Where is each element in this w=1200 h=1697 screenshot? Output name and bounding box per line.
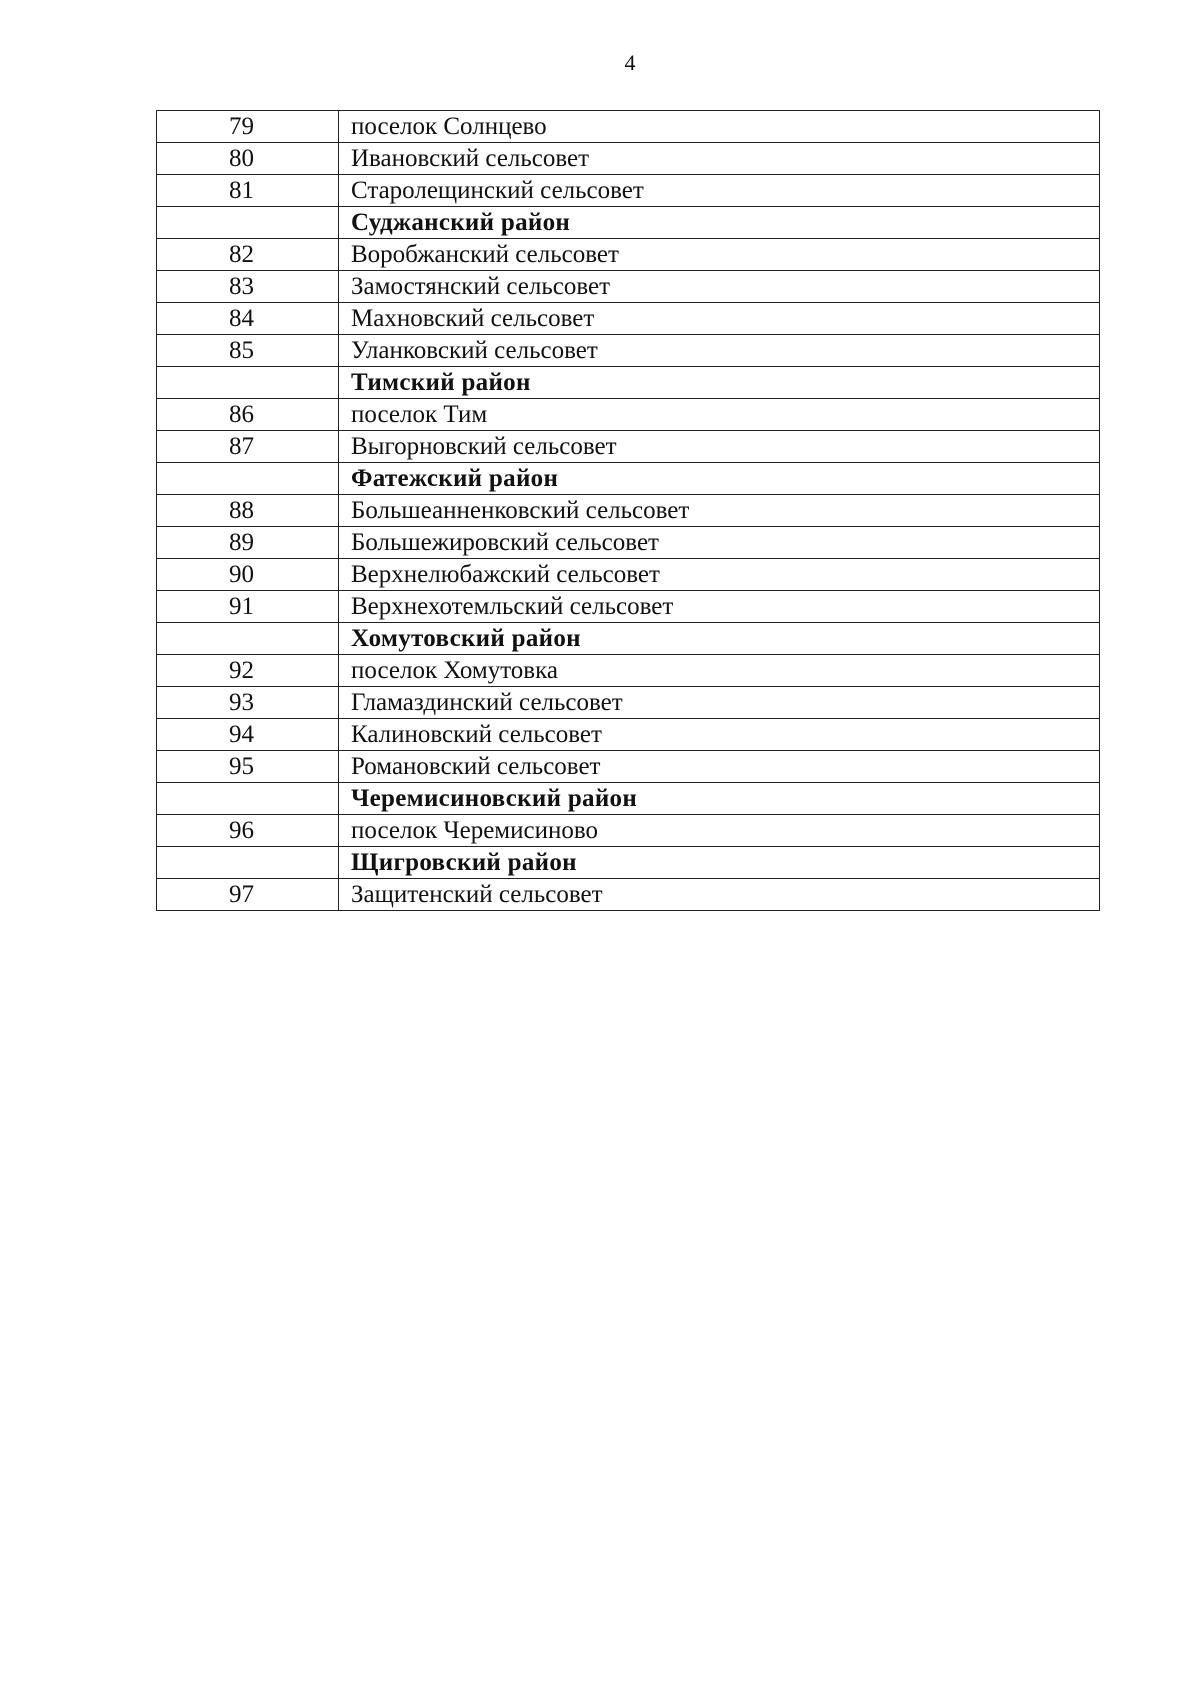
row-number: 97 [157, 879, 339, 911]
municipality-name: поселок Солнцево [339, 111, 1100, 143]
table-row [157, 655, 1100, 687]
row-number: 89 [157, 527, 339, 559]
row-number [157, 463, 339, 495]
table-row [157, 719, 1100, 751]
table-row [157, 431, 1100, 463]
municipality-name: Верхнехотемльский сельсовет [339, 591, 1100, 623]
district-name: Суджанский район [339, 207, 1100, 239]
row-number: 88 [157, 495, 339, 527]
row-number: 90 [157, 559, 339, 591]
table-row [157, 111, 1100, 143]
municipality-name: поселок Тим [339, 399, 1100, 431]
row-number [157, 207, 339, 239]
row-number: 92 [157, 655, 339, 687]
row-number [157, 623, 339, 655]
district-name: Хомутовский район [339, 623, 1100, 655]
district-header-row [157, 623, 1100, 655]
table-row [157, 879, 1100, 911]
row-number: 94 [157, 719, 339, 751]
table-row [157, 175, 1100, 207]
municipality-name: поселок Черемисиново [339, 815, 1100, 847]
table-row [157, 239, 1100, 271]
table-row [157, 143, 1100, 175]
municipality-name: Большежировский сельсовет [339, 527, 1100, 559]
table-row [157, 271, 1100, 303]
row-number: 87 [157, 431, 339, 463]
table-row [157, 751, 1100, 783]
row-number: 84 [157, 303, 339, 335]
row-number: 91 [157, 591, 339, 623]
municipality-name: Ивановский сельсовет [339, 143, 1100, 175]
row-number: 80 [157, 143, 339, 175]
municipality-name: Выгорновский сельсовет [339, 431, 1100, 463]
municipality-name: Защитенский сельсовет [339, 879, 1100, 911]
table-row [157, 399, 1100, 431]
table-row [157, 559, 1100, 591]
row-number: 82 [157, 239, 339, 271]
district-name: Тимский район [339, 367, 1100, 399]
page-number: 4 [624, 50, 636, 75]
table-row [157, 335, 1100, 367]
municipality-name: Воробжанский сельсовет [339, 239, 1100, 271]
municipality-name: Махновский сельсовет [339, 303, 1100, 335]
table-row [157, 303, 1100, 335]
district-name: Черемисиновский район [339, 783, 1100, 815]
district-header-row [157, 847, 1100, 879]
municipality-name: Замостянский сельсовет [339, 271, 1100, 303]
row-number [157, 783, 339, 815]
district-header-row [157, 463, 1100, 495]
municipality-name: Верхнелюбажский сельсовет [339, 559, 1100, 591]
table-row [157, 815, 1100, 847]
district-name: Фатежский район [339, 463, 1100, 495]
municipality-name: поселок Хомутовка [339, 655, 1100, 687]
district-header-row [157, 783, 1100, 815]
municipality-name: Уланковский сельсовет [339, 335, 1100, 367]
municipality-name: Старолещинский сельсовет [339, 175, 1100, 207]
table-body [157, 111, 1100, 911]
municipality-name: Романовский сельсовет [339, 751, 1100, 783]
district-header-row [157, 207, 1100, 239]
row-number: 93 [157, 687, 339, 719]
table-row [157, 591, 1100, 623]
municipalities-table [156, 110, 1100, 911]
municipality-name: Гламаздинский сельсовет [339, 687, 1100, 719]
row-number: 95 [157, 751, 339, 783]
table-row [157, 687, 1100, 719]
row-number [157, 847, 339, 879]
table-row [157, 495, 1100, 527]
table-row [157, 527, 1100, 559]
district-header-row [157, 367, 1100, 399]
row-number: 96 [157, 815, 339, 847]
row-number: 86 [157, 399, 339, 431]
row-number [157, 367, 339, 399]
district-name: Щигровский район [339, 847, 1100, 879]
row-number: 83 [157, 271, 339, 303]
row-number: 81 [157, 175, 339, 207]
row-number: 79 [157, 111, 339, 143]
municipality-name: Большеанненковский сельсовет [339, 495, 1100, 527]
municipality-name: Калиновский сельсовет [339, 719, 1100, 751]
row-number: 85 [157, 335, 339, 367]
